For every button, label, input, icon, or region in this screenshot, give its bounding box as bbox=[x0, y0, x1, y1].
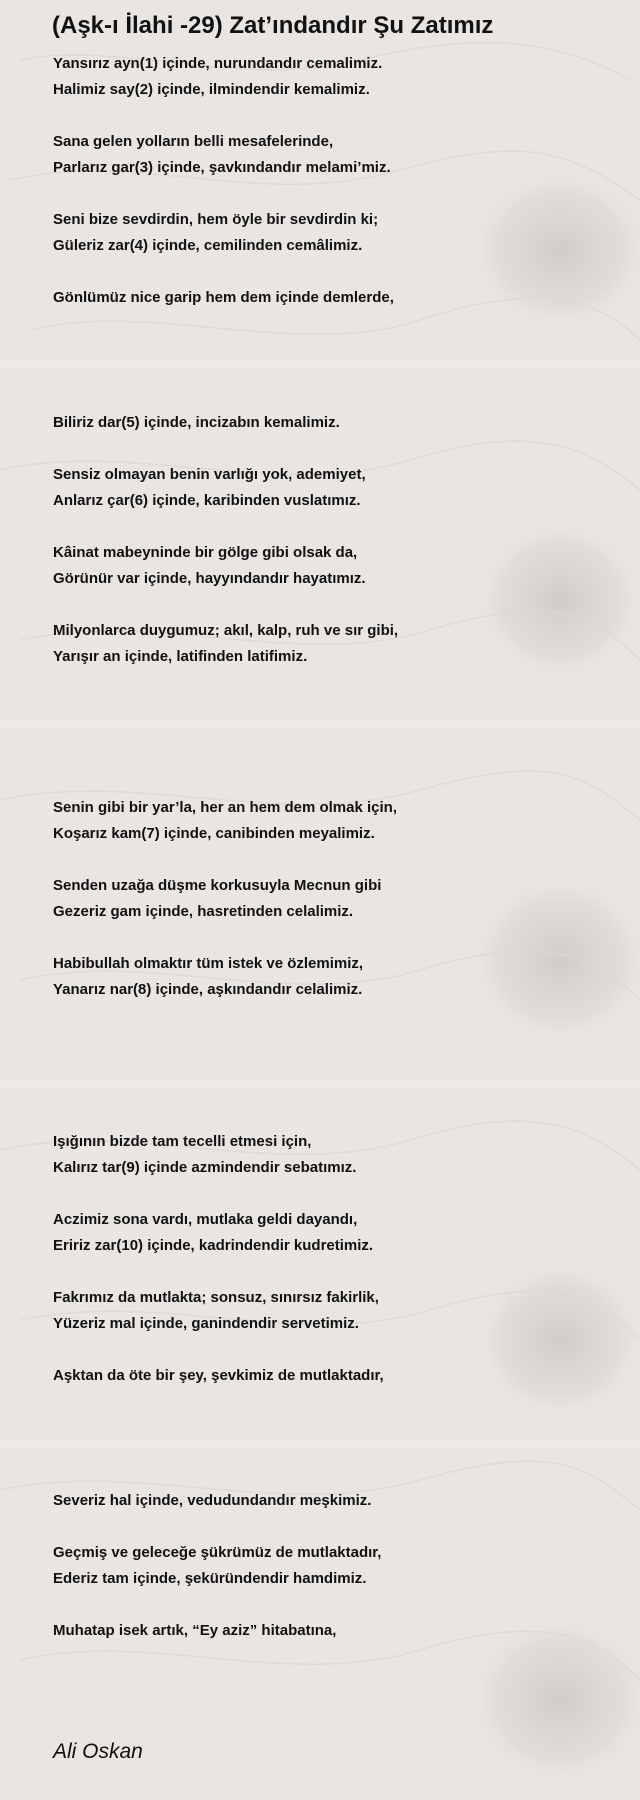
poem-line: Habibullah olmaktır tüm istek ve özlemimiz, bbox=[53, 955, 364, 972]
poem-line: Gezeriz gam içinde, hasretinden celalimiz. bbox=[53, 903, 354, 920]
poem-line: Koşarız kam(7) içinde, canibinden meyalimiz. bbox=[53, 825, 375, 842]
poem-line: Biliriz dar(5) içinde, incizabın kemalimiz. bbox=[53, 414, 340, 431]
poem-line: Güleriz zar(4) içinde, cemilinden cemâlimiz. bbox=[53, 237, 363, 254]
poem-line: Severiz hal içinde, vedudundandır meşkimiz. bbox=[53, 1492, 372, 1509]
poem-line: Yarışır an içinde, latifinden latifimiz. bbox=[53, 648, 308, 665]
poem-line: Işığının bizde tam tecelli etmesi için, bbox=[53, 1133, 312, 1150]
poem-line: Muhatap isek artık, “Ey aziz” hitabatına, bbox=[53, 1622, 337, 1639]
poem-line: Görünür var içinde, hayyındandır hayatımız. bbox=[53, 570, 366, 587]
poem-line: Anlarız çar(6) içinde, karibinden vuslatımız. bbox=[53, 492, 361, 509]
poem-line: Gönlümüz nice garip hem dem içinde demlerde, bbox=[53, 289, 394, 306]
poem-line: Sana gelen yolların belli mesafelerinde, bbox=[53, 133, 334, 150]
poem-line: Yüzeriz mal içinde, ganindendir servetimiz. bbox=[53, 1315, 359, 1332]
poem-line: Kalırız tar(9) içinde azmindendir sebatımız. bbox=[53, 1159, 357, 1176]
poem-line: Seni bize sevdirdin, hem öyle bir sevdirdin ki; bbox=[53, 211, 379, 228]
poem-line: Yanarız nar(8) içinde, aşkındandır celalimiz. bbox=[53, 981, 363, 998]
poem-line: Fakrımız da mutlakta; sonsuz, sınırsız fakirlik, bbox=[53, 1289, 379, 1306]
poem-line: Aşktan da öte bir şey, şevkimiz de mutlaktadır, bbox=[53, 1367, 384, 1384]
poem-line: Geçmiş ve geleceğe şükrümüz de mutlaktadır, bbox=[53, 1544, 382, 1561]
poem-line: Kâinat mabeyninde bir gölge gibi olsak da, bbox=[53, 544, 358, 561]
poem-line: Yansırız ayn(1) içinde, nurundandır cemalimiz. bbox=[53, 55, 383, 72]
poem-line: Eririz zar(10) içinde, kadrindendir kudretimiz. bbox=[53, 1237, 374, 1254]
poem-line: Parlarız gar(3) içinde, şavkındandır melami’miz. bbox=[53, 159, 391, 176]
poem-line: Senden uzağa düşme korkusuyla Mecnun gibi bbox=[53, 877, 382, 894]
poem-title: (Aşk-ı İlahi -29) Zat’ındandır Şu Zatımız bbox=[52, 12, 494, 39]
poem-line: Sensiz olmayan benin varlığı yok, ademiyet, bbox=[53, 466, 366, 483]
poem-line: Ederiz tam içinde, şeküründendir hamdimiz. bbox=[53, 1570, 367, 1587]
poem-line: Milyonlarca duygumuz; akıl, kalp, ruh ve sır gibi, bbox=[53, 622, 399, 639]
author-name: Ali Oskan bbox=[53, 1740, 143, 1763]
poem-line: Halimiz say(2) içinde, ilmindendir kemalimiz. bbox=[53, 81, 370, 98]
poem-line: Senin gibi bir yar’la, her an hem dem olmak için, bbox=[53, 799, 397, 816]
poem-line: Aczimiz sona vardı, mutlaka geldi dayandı, bbox=[53, 1211, 358, 1228]
